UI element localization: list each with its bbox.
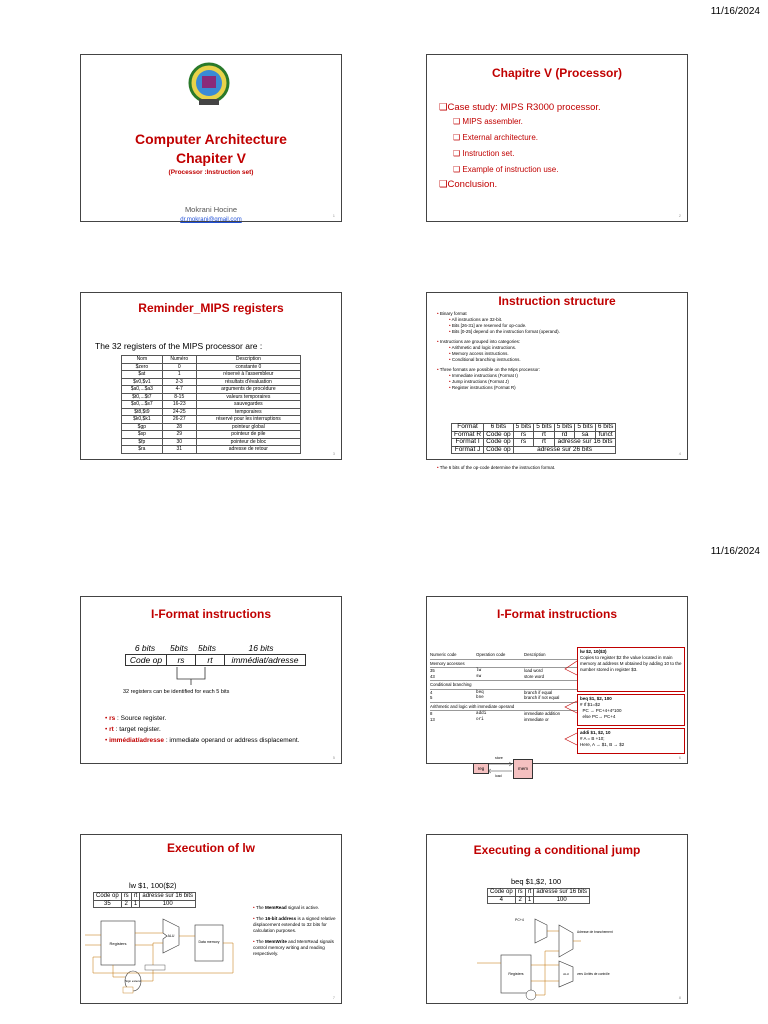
- table-cell: $at: [122, 371, 163, 379]
- group-header: Conditional branching: [430, 681, 584, 690]
- callout-addi: addi $1, $2, 10 # A = B +10; Here, A → $1, B → $2: [577, 728, 685, 754]
- beq-encoding-table: [487, 888, 590, 904]
- sub-bullet: • Bits [26-31] are reserved for op-code.: [449, 323, 527, 328]
- bullet: • Three formats are possible on the Mips processor:: [437, 367, 541, 372]
- date-middle: 11/16/2024: [710, 546, 760, 557]
- field-bracket-icon: [171, 667, 221, 685]
- table-row: [122, 393, 301, 401]
- bullet: • immédiat/adresse : immediate operand or address displacement.: [105, 737, 300, 744]
- checkbox-bullet-icon: ❑: [453, 117, 463, 126]
- table-row: 4 2 1 100: [488, 896, 590, 904]
- table-row: [122, 378, 301, 386]
- slide-3: [80, 292, 342, 460]
- bit-widths: 6 bits 5bits 5bits 16 bits: [134, 643, 274, 653]
- slide-7: [80, 834, 342, 1004]
- table-cell: $zero: [122, 363, 163, 371]
- table-cell: $sp: [122, 431, 163, 439]
- page-number: 3: [332, 451, 335, 456]
- table-row: Code op rs rt adresse sur 16 bits: [94, 893, 196, 901]
- date-top: 11/16/2024: [710, 6, 760, 17]
- table-row: 35 lw load word: [430, 668, 543, 673]
- table-cell: 0: [162, 363, 196, 371]
- table-cell: 28: [162, 423, 196, 431]
- table-cell: 30: [162, 438, 196, 446]
- reg-box: reg: [473, 763, 489, 774]
- slide-4: [426, 292, 688, 470]
- col-header: Description: [196, 356, 300, 364]
- table-row: [122, 363, 301, 371]
- reg-mem-arrows: [487, 761, 515, 775]
- table-cell: résultats d'évaluation: [196, 378, 300, 386]
- table-row: Format I Code op rs rt adresse sur 16 bits: [452, 439, 616, 447]
- control-label: vers Unités de contrôle: [577, 972, 610, 976]
- table-cell: valeurs temporaires: [196, 393, 300, 401]
- registers-table-body: [122, 363, 301, 453]
- sub-bullet: • All instructions are 32-bit.: [449, 317, 503, 322]
- slide2-title: Chapitre V (Processor): [491, 66, 623, 80]
- note: • The 16-bit address is a signed relative displacement extended to 32 bits for calculation purposes.: [253, 916, 336, 933]
- table-row: [122, 423, 301, 431]
- slide1-subtitle: (Processor :Instruction set): [168, 169, 254, 176]
- checkbox-bullet-icon: ❑: [453, 165, 463, 174]
- table-cell: 8-15: [162, 393, 196, 401]
- slide4-title: Instruction structure: [498, 294, 616, 308]
- alu-label: ALU: [167, 934, 175, 938]
- slide-2: [426, 54, 688, 222]
- table-cell: $t0,...$t7: [122, 393, 163, 401]
- table-cell: 26-27: [162, 416, 196, 424]
- table-cell: 31: [162, 446, 196, 454]
- slide8-title: Executing a conditional jump: [473, 843, 641, 857]
- registers-table: [121, 355, 301, 454]
- table-row: [122, 408, 301, 416]
- datapath-diagram: [83, 915, 245, 995]
- outline-item: ❑ Example of instruction use.: [453, 165, 559, 174]
- table-cell: adresse de retour: [196, 446, 300, 454]
- table-cell: réservé pour les interruptions: [196, 416, 300, 424]
- checkbox-bullet-icon: ❑: [453, 149, 463, 158]
- table-cell: $a0,...$a3: [122, 386, 163, 394]
- slide-5: [80, 596, 342, 764]
- checkbox-bullet-icon: ❑: [439, 179, 448, 190]
- i-format-fields: Code op rs rt immédiat/adresse: [125, 654, 306, 666]
- note: • The MemRead signal is active.: [253, 905, 320, 910]
- mem-box: mem: [513, 759, 533, 779]
- table-row: 43 sw store word: [430, 674, 584, 682]
- col-header: Numéro: [162, 356, 196, 364]
- slide5-title: I-Format instructions: [150, 607, 271, 621]
- slide5-bullets: [105, 715, 315, 745]
- data-memory-label: Data memory: [198, 940, 220, 944]
- page-number: 8: [678, 995, 681, 1000]
- sub-bullet: • Conditional branching instructions.: [449, 357, 521, 362]
- table-cell: $k0,$k1: [122, 416, 163, 424]
- table-cell: $s0,...$s7: [122, 401, 163, 409]
- outline-item: ❑ External architecture.: [453, 133, 538, 142]
- university-logo: [185, 61, 233, 109]
- sub-bullet: • Register instructions (Format R): [449, 385, 516, 390]
- table-cell: sauvegardes: [196, 401, 300, 409]
- table-cell: pointeur global: [196, 423, 300, 431]
- bullet: • Binary format: [437, 311, 467, 316]
- table-row: Code op rs rt adresse sur 16 bits: [488, 889, 590, 897]
- table-cell: $t8,$t9: [122, 408, 163, 416]
- sub-bullet: • Arithmetic and logic instructions.: [449, 345, 517, 350]
- slide3-intro: The 32 registers of the MIPS processor are :: [95, 341, 263, 351]
- table-cell: 4-7: [162, 386, 196, 394]
- checkbox-bullet-icon: ❑: [453, 133, 463, 142]
- callout-pointers: [563, 657, 579, 757]
- format-table: [451, 423, 616, 454]
- slide4-footnote: • The 6 bits of the op-code determine the instruction format.: [437, 465, 556, 470]
- table-cell: pointeur de bloc: [196, 438, 300, 446]
- slide3-title: Reminder_MIPS registers: [138, 301, 284, 315]
- slide5-note: 32 registers can be identified for each 5 bits: [123, 689, 230, 695]
- table-row: [122, 446, 301, 454]
- store-label: store: [495, 756, 503, 760]
- slide1-email[interactable]: dr.mokrani@gmail.com: [180, 217, 242, 223]
- slide7-notes: [253, 905, 339, 957]
- table-cell: arguments de procédure: [196, 386, 300, 394]
- table-row: 8 addi immediate addition: [430, 711, 561, 716]
- slide7-instr: lw $1, 100($2): [129, 881, 177, 890]
- col-header: Nom: [122, 356, 163, 364]
- slide1-title-line1: Computer Architecture: [135, 131, 287, 147]
- table-row: [122, 416, 301, 424]
- outline-item: ❑Conclusion.: [439, 179, 498, 190]
- lw-encoding-table: [93, 892, 196, 908]
- slide4-body: [437, 311, 681, 391]
- outline-item: ❑ Instruction set.: [453, 149, 515, 158]
- load-label: load: [495, 774, 502, 778]
- callout-beq: beq $1, $2, 100 # If $1=$2 PC → PC+4+4*100 else PC→ PC+4: [577, 694, 685, 726]
- opcode-table: [430, 651, 584, 722]
- registers-label: Registers: [109, 941, 127, 946]
- table-cell: 24-25: [162, 408, 196, 416]
- table-row: [122, 438, 301, 446]
- table-cell: 16-23: [162, 401, 196, 409]
- table-row: Format 6 bits 5 bits 5 bits 5 bits 5 bits 6 bits: [452, 424, 616, 432]
- page-number: 7: [332, 995, 335, 1000]
- table-row: [122, 401, 301, 409]
- bullet: • rs : Source register.: [105, 715, 167, 722]
- slide1-title-line2: Chapiter V: [175, 150, 246, 166]
- table-cell: temporaires: [196, 408, 300, 416]
- slide7-title: Execution of lw: [166, 841, 255, 855]
- bullet: • rt : target register.: [105, 726, 161, 733]
- note: • The MemWrite and MemRead signals control memory writing and reading respectively.: [253, 939, 334, 956]
- group-header: Arithmetic and logic with immediate operand: [430, 703, 584, 712]
- page-number: 1: [332, 213, 335, 218]
- pc4-label: PC+4: [515, 918, 524, 922]
- page-number: 6: [678, 755, 681, 760]
- page-number: 2: [678, 213, 681, 218]
- checkbox-bullet-icon: ❑: [439, 102, 448, 113]
- slide6-title: I-Format instructions: [496, 607, 617, 621]
- table-cell: 29: [162, 431, 196, 439]
- page-number: 4: [678, 451, 681, 456]
- table-cell: 2-3: [162, 378, 196, 386]
- table-cell: $v0,$v1: [122, 378, 163, 386]
- branch-datapath-diagram: [475, 911, 635, 1001]
- registers-label: Registers: [508, 972, 524, 976]
- table-row: [122, 386, 301, 394]
- table-cell: $fp: [122, 438, 163, 446]
- table-row: 4 beq branch if equal: [430, 689, 553, 695]
- outline-item: ❑ MIPS assembler.: [453, 117, 523, 126]
- table-cell: $gp: [122, 423, 163, 431]
- table-cell: constante 0: [196, 363, 300, 371]
- sign-extend-label: Sign extend: [125, 979, 141, 983]
- sub-bullet: • Bits [0-25] depend on the instruction format (operand).: [449, 329, 560, 334]
- table-row: 35 2 1 100: [94, 900, 196, 908]
- table-row: Format J Code op adresse sur 26 bits: [452, 446, 616, 454]
- sub-bullet: • Immediate instructions (Format I): [449, 373, 518, 378]
- slide-1: [80, 54, 342, 222]
- sub-bullet: • Jump instructions (Format J): [449, 379, 509, 384]
- table-row: 5 bne branch if not equal: [430, 695, 584, 703]
- callout-lw: lw $2, 10($3) Copies to register $2 the value located in main memory at address M obtained by adding 10 to the number stored in register $3.: [577, 647, 685, 692]
- slide1-author: Mokrani Hocine: [184, 205, 238, 214]
- slide8-instr: beq $1,$2, 100: [511, 877, 562, 886]
- outline-item: ❑Case study: MIPS R3000 processor.: [439, 102, 601, 113]
- table-header: Numeric code Operation code Description: [430, 651, 584, 660]
- table-row: [122, 431, 301, 439]
- slide-6: [426, 596, 688, 778]
- table-cell: $ra: [122, 446, 163, 454]
- slide-8: [426, 834, 688, 1004]
- slide2-outline: [439, 101, 601, 192]
- table-cell: réservé à l'assembleur: [196, 371, 300, 379]
- table-row: Format R Code op rs rt rd sa funct: [452, 431, 616, 439]
- branch-target-label: Adresse de branchement: [577, 930, 613, 934]
- alu-label: ALU: [563, 972, 569, 976]
- page-number: 5: [332, 755, 335, 760]
- table-row: 13 ori immediate or: [430, 716, 549, 722]
- table-cell: 1: [162, 371, 196, 379]
- group-header: Memory accesses: [430, 660, 584, 669]
- sub-bullet: • Memory access instructions.: [449, 351, 509, 356]
- bullet: • Instructions are grouped into categories:: [437, 339, 521, 344]
- table-cell: pointeur de pile: [196, 431, 300, 439]
- table-row: [122, 371, 301, 379]
